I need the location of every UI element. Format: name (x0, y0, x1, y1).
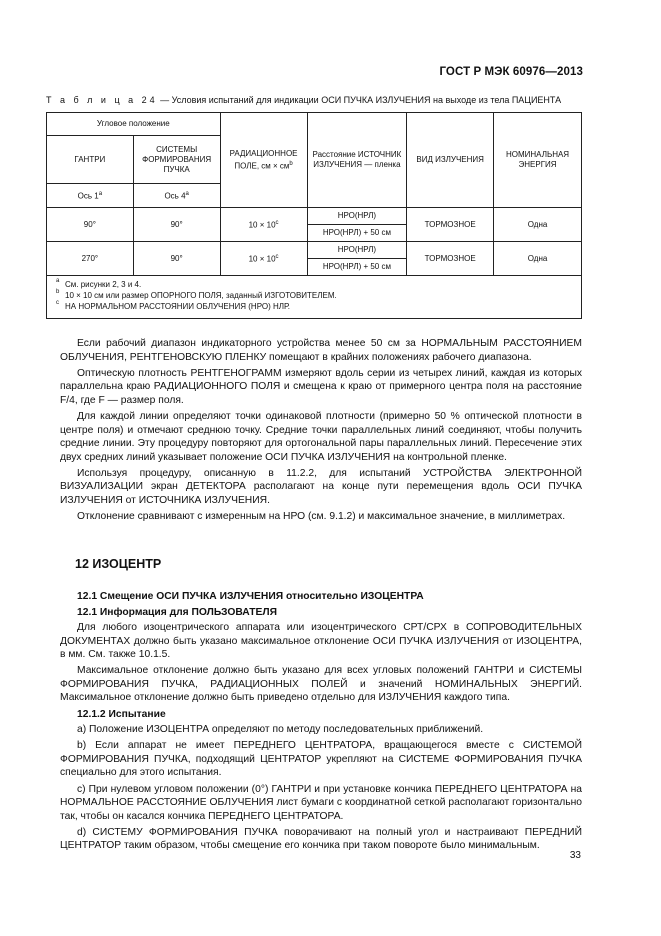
axis1-text: Ось 1 (77, 191, 99, 201)
test-conditions-table (46, 112, 582, 319)
row2-gantry: 270° (47, 242, 134, 276)
row2-field-text: 10 × 10 (248, 254, 276, 264)
row1-field-text: 10 × 10 (248, 220, 276, 230)
paragraph-4: Используя процедуру, описанную в 11.2.2, для испытаний УСТРОЙСТВА ЭЛЕКТРОННОЙ ВИЗУАЛИЗАЦИИ экран ДЕТЕКТОРА располагают на конце пути перемещения вдоль ОСИ ПУЧКА ИЗЛУЧЕНИЯ от ИСТОЧНИКА ИЗЛУЧЕНИЯ. (60, 467, 582, 506)
paragraph-2: Оптическую плотность РЕНТГЕНОГРАММ измеряют вдоль серии из четырех линий, каждая из которых параллельна краю РАДИАЦИОННОГО ПОЛЯ и смещена к краю от примерного центра поля на расстояние F/4, где F — размер поля. (60, 367, 582, 406)
field-header-text: РАДИАЦИОННОЕ ПОЛЕ, см × см (229, 148, 298, 171)
paragraph-5: Отклонение сравнивают с измеренным на НРО (см. 9.1.2) и максимальное значение, в миллиметрах. (77, 511, 566, 523)
footnote-a-text: См. рисунки 2, 3 и 4. (65, 280, 142, 289)
row2-energy: Одна (494, 242, 582, 276)
table-caption (46, 95, 561, 105)
row1-energy: Одна (494, 208, 582, 242)
section-paragraph-2: Максимальное отклонение должно быть указано для всех угловых положений ГАНТРИ и СИСТЕМЫ ФОРМИРОВАНИЯ ПУЧКА, РАДИАЦИОННЫХ ПОЛЕЙ и значений НОМИНАЛЬНЫХ ЭНЕРГИЙ. Максимальное отклонение должно быть приведено отдельно для ИЗЛУЧЕНИЯ каждого типа. (60, 665, 582, 704)
field-header (220, 113, 307, 208)
footnote-b (56, 289, 573, 301)
footnote-c-text: НА НОРМАЛЬНОМ РАССТОЯНИИ ОБЛУЧЕНИЯ (НРО) НЛР. (65, 302, 291, 311)
section-title: 12 ИЗОЦЕНТР (75, 557, 162, 571)
axis1-sup: a (98, 191, 103, 198)
angular-position-header: Угловое положение (47, 113, 221, 136)
document-header: ГОСТ Р МЭК 60976—2013 (439, 66, 583, 78)
list-item-b: b) Если аппарат не имеет ПЕРЕДНЕГО ЦЕНТРАТОРА, вращающегося вместе с СИСТЕМОЙ ФОРМИРОВАНИЯ ПУЧКА, подходящий ЦЕНТРАТОР укрепляют на СИСТЕМЕ ФОРМИРОВАНИЯ ПУЧКА специально для этого испытания. (60, 740, 582, 779)
footnote-c-mark: c (56, 300, 59, 306)
row1-field (220, 208, 307, 242)
table-caption-text: — Условия испытаний для индикации ОСИ ПУЧКА ИЗЛУЧЕНИЯ на выходе из тела ПАЦИЕНТА (157, 95, 562, 105)
subsection-2-title: 12.1 Информация для ПОЛЬЗОВАТЕЛЯ (77, 606, 277, 618)
footnote-c (56, 300, 573, 312)
row2-distance2: НРО(НРЛ) + 50 см (307, 259, 407, 276)
row1-type: ТОРМОЗНОЕ (407, 208, 494, 242)
gantry-header: ГАНТРИ (47, 136, 134, 184)
row2-system: 90° (133, 242, 220, 276)
row2-type: ТОРМОЗНОЕ (407, 242, 494, 276)
row1-distance1: НРО(НРЛ) (307, 208, 407, 225)
axis1-header (47, 184, 134, 208)
table-caption-prefix: Т а б л и ц а 24 (46, 95, 158, 105)
row1-distance2: НРО(НРЛ) + 50 см (307, 225, 407, 242)
subsection-1-title: 12.1 Смещение ОСИ ПУЧКА ИЗЛУЧЕНИЯ относительно ИЗОЦЕНТРА (77, 591, 424, 602)
field-header-sup: b (289, 160, 293, 167)
axis4-sup: a (185, 191, 189, 198)
section-body (60, 590, 582, 856)
paragraph-1: Если рабочий диапазон индикаторного устройства менее 50 см за НОРМАЛЬНЫМ РАССТОЯНИЕМ ОБЛУЧЕНИЯ, РЕНТГЕНОВСКУЮ ПЛЕНКУ помещают в крайних положениях рабочего диапазона. (60, 338, 582, 363)
list-item-a: a) Положение ИЗОЦЕНТРА определяют по методу последовательных приближений. (77, 724, 484, 736)
footnote-a (56, 278, 573, 290)
axis4-header (133, 184, 220, 208)
axis4-text: Ось 4 (164, 191, 186, 201)
row1-gantry: 90° (47, 208, 134, 242)
list-item-c: c) При нулевом угловом положении (0°) ГАНТРИ и при установке кончика ПЕРЕДНЕГО ЦЕНТРАТОРА на НОРМАЛЬНОЕ РАССТОЯНИЕ ОБЛУЧЕНИЯ лист бумаги с координатной сеткой располагают горизонтально так, чтобы он касался кончика ПЕРЕДНЕГО ЦЕНТРАТОРА. (60, 783, 582, 822)
row1-system: 90° (133, 208, 220, 242)
footnote-a-mark: a (56, 278, 60, 284)
row2-field (220, 242, 307, 276)
distance-header: Расстояние ИСТОЧНИК ИЗЛУЧЕНИЯ — пленка (307, 113, 407, 208)
paragraph-3: Для каждой линии определяют точки одинаковой плотности (примерно 50 % оптической плотности в центре поля) и отмечают среднюю точку. Средние точки параллельных линий соединяют, чтобы получить средние линии. Эту процедуру повторяют для ортогональной пары параллельных линий. Пересечение этих двух средних линий указывает положение ОСИ ПУЧКА ИЗЛУЧЕНИЯ на контрольной пленке. (60, 411, 582, 463)
beam-system-header: СИСТЕМЫ ФОРМИРОВАНИЯ ПУЧКА (133, 136, 220, 184)
row1-field-sup: c (275, 220, 279, 227)
row2-distance1: НРО(НРЛ) (307, 242, 407, 259)
footnote-b-mark: b (56, 289, 60, 295)
table-footnotes (47, 276, 582, 319)
list-item-d: d) СИСТЕМУ ФОРМИРОВАНИЯ ПУЧКА поворачивают на полный угол и настраивают ПЕРЕДНИЙ ЦЕНТРАТОР таким образом, чтобы смещение его кончика при таком повороте было минимальным. (60, 826, 582, 852)
row2-field-sup: c (275, 254, 279, 261)
radiation-type-header: ВИД ИЗЛУЧЕНИЯ (407, 113, 494, 208)
body-text-block (60, 337, 582, 526)
nominal-energy-header: НОМИНАЛЬНАЯ ЭНЕРГИЯ (494, 113, 582, 208)
page-number: 33 (569, 850, 581, 861)
subsection-3-title: 12.1.2 Испытание (77, 708, 166, 720)
section-paragraph-1: Для любого изоцентрического аппарата или изоцентрического СРТ/СРХ в СОПРОВОДИТЕЛЬНЫХ ДОКУМЕНТАХ должно быть указано максимальное отклонение ОСИ ПУЧКА ИЗЛУЧЕНИЯ от ИЗОЦЕНТРА, в мм. См. также 10.1.5. (60, 622, 582, 660)
footnote-b-text: 10 × 10 см или размер ОПОРНОГО ПОЛЯ, заданный ИЗГОТОВИТЕЛЕМ. (65, 291, 337, 300)
